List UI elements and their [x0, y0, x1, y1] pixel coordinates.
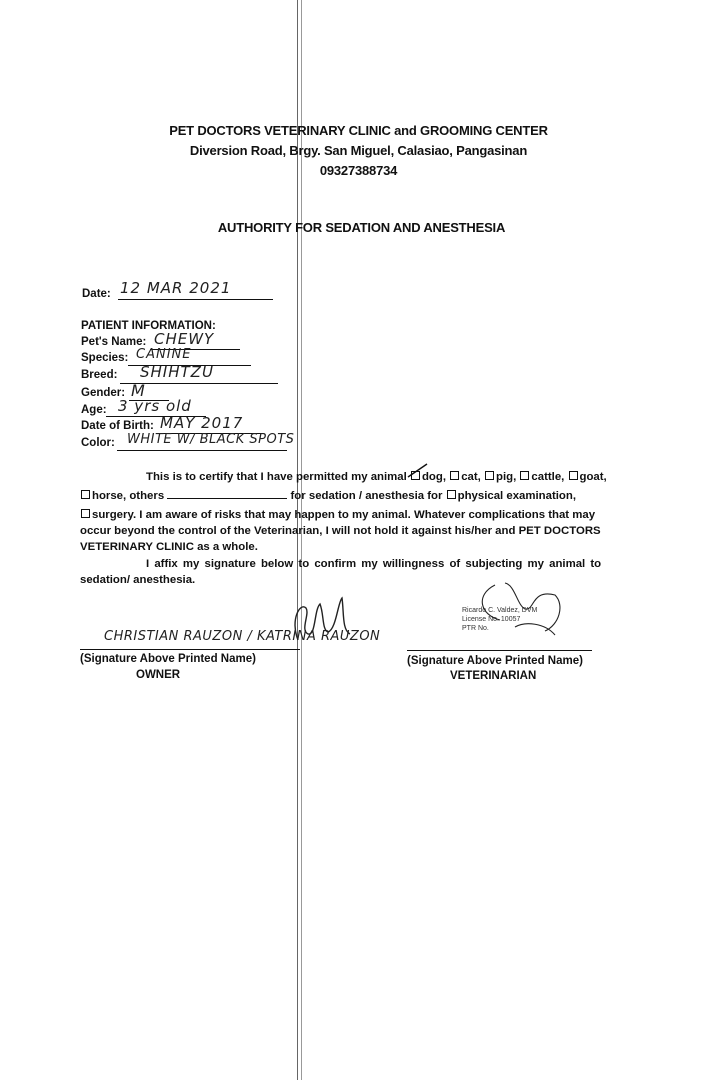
gender-value: M: [131, 381, 146, 400]
vet-signature-line: [407, 650, 592, 651]
date-label: Date:: [82, 288, 111, 300]
others-blank: [167, 488, 287, 499]
vet-caption: (Signature Above Printed Name): [407, 655, 583, 667]
clinic-phone: 09327388734: [319, 163, 398, 178]
age-value: 3 yrs old: [118, 397, 192, 415]
risks-text: I am aware of risks that may happen to my animal. Whatever complications that may: [139, 509, 596, 521]
option-cat: cat,: [461, 471, 481, 483]
option-surgery: surgery.: [92, 509, 137, 521]
checkbox-cattle: [520, 471, 529, 480]
sedation-text: for sedation / anesthesia for: [290, 490, 443, 502]
check-mark: [407, 463, 429, 479]
dob-value: MAY 2017: [160, 414, 244, 432]
body-line-5: VETERINARY CLINIC as a whole.: [80, 541, 258, 553]
owner-signature-line: [80, 649, 300, 650]
breed-value: SHIHTZU: [140, 363, 214, 381]
vet-signature: [455, 575, 585, 645]
vet-stamp-name: Ricardo C. Valdez, DVM: [462, 607, 538, 614]
certify-text: This is to certify that I have permitted my animal: [146, 471, 407, 483]
clinic-name: PET DOCTORS VETERINARY CLINIC and GROOMING CENTER: [169, 123, 548, 138]
color-label: Color:: [81, 437, 115, 449]
checkbox-cat: [450, 471, 459, 480]
patient-heading: PATIENT INFORMATION:: [81, 320, 216, 332]
checkbox-horse: [81, 490, 90, 499]
body-line-2: [80, 487, 576, 506]
dob-label: Date of Birth:: [81, 420, 154, 432]
date-field: [118, 281, 273, 300]
pet-name-label: Pet's Name:: [81, 336, 147, 348]
color-value: WHITE W/ BLACK SPOTS: [127, 432, 295, 447]
body-line-4: occur beyond the control of the Veterinarian, I will not hold it against his/her and PET DOCTORS: [80, 525, 601, 537]
owner-caption: (Signature Above Printed Name): [80, 653, 256, 665]
owner-printed-name: CHRISTIAN RAUZON / KATRINA RAUZON: [104, 629, 381, 644]
option-physical-exam: physical examination,: [457, 490, 576, 502]
checkbox-physical: [447, 490, 456, 499]
owner-role: OWNER: [136, 669, 181, 681]
checkbox-dog: [411, 471, 420, 480]
document-title: AUTHORITY FOR SEDATION AND ANESTHESIA: [217, 220, 506, 235]
clinic-address: Diversion Road, Brgy. San Miguel, Calasiao, Pangasinan: [189, 143, 528, 158]
species-value: CANINE: [136, 347, 192, 362]
vet-stamp-license: License No. 10057: [462, 616, 521, 623]
option-goat: goat,: [579, 471, 607, 483]
gender-label: Gender:: [81, 387, 126, 399]
checkbox-surgery: [81, 509, 90, 518]
pet-name-value: CHEWY: [154, 330, 215, 348]
vet-role: VETERINARIAN: [450, 670, 537, 682]
vet-stamp-ptr: PTR No.: [462, 625, 489, 632]
body-line-6: I affix my signature below to confirm my willingness of subjecting my animal to: [146, 558, 602, 570]
body-line-7: sedation/ anesthesia.: [80, 574, 196, 586]
option-pig: pig,: [496, 471, 517, 483]
color-field: [117, 432, 295, 451]
option-dog: dog,: [421, 471, 447, 483]
date-value: 12 MAR 2021: [120, 279, 232, 297]
option-cattle: cattle,: [531, 471, 565, 483]
body-line-1: [146, 468, 607, 487]
age-label: Age:: [81, 404, 107, 416]
breed-label: Breed:: [81, 369, 118, 381]
option-horse-others: horse, others: [92, 490, 165, 502]
checkbox-goat: [569, 471, 578, 480]
checkbox-pig: [485, 471, 494, 480]
species-label: Species:: [81, 352, 129, 364]
